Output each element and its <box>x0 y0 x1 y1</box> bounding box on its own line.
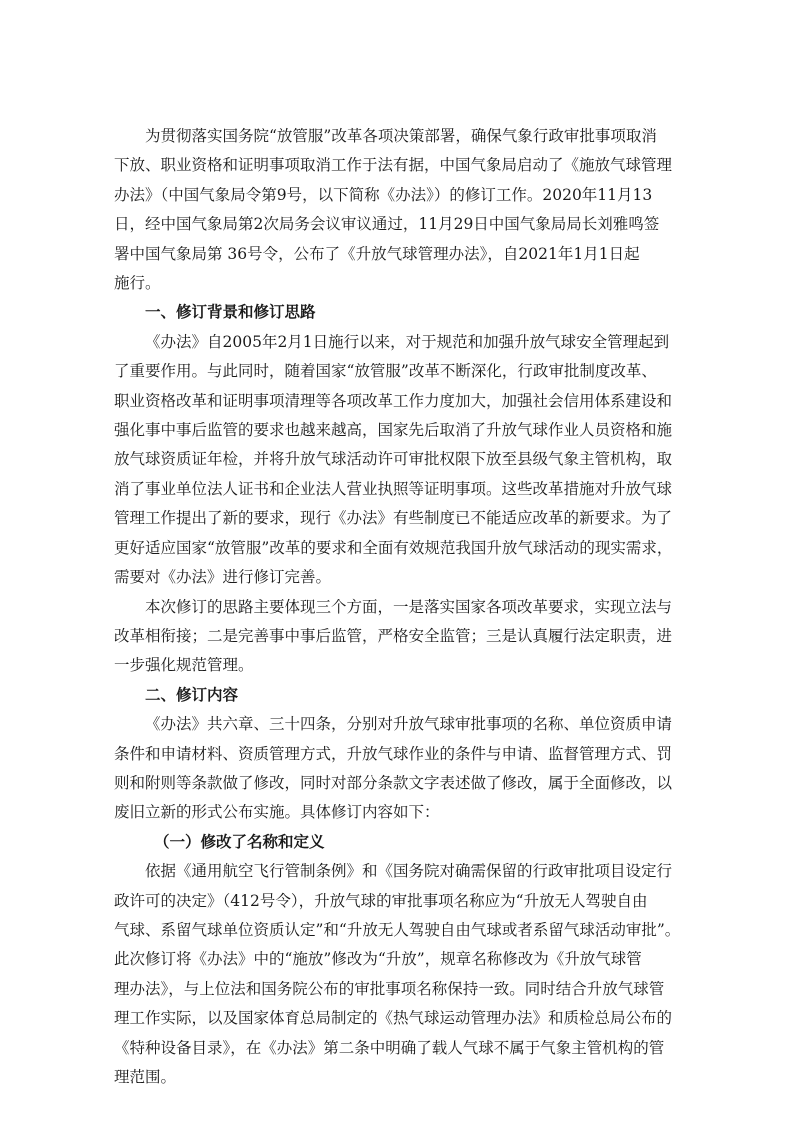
text-line: 《办法》共六章、三十四条，分别对升放气球审批事项的名称、单位资质申请 <box>145 715 673 734</box>
text-line: 放气球资质证年检，并将升放气球活动许可审批权限下放至县级气象主管机构，取 <box>114 450 673 469</box>
text-line: 职业资格改革和证明事项清理等各项改革工作力度加大，加强社会信用体系建设和 <box>114 391 673 410</box>
content-overview-paragraph <box>114 710 686 828</box>
text-line: 气球、系留气球单位资质认定”和“升放无人驾驶自由气球或者系留气球活动审批”。 <box>114 920 681 939</box>
text-line: 管理工作提出了新的要求，现行《办法》有些制度已不能适应改革的新要求。为了 <box>114 509 673 528</box>
text-line: 办法》（中国气象局令第9号，以下简称《办法》）的修订工作。2020年11月13 <box>114 185 653 204</box>
document-body <box>114 122 686 1092</box>
text-line: 本次修订的思路主要体现三个方面，一是落实国家各项改革要求，实现立法与 <box>145 597 673 616</box>
text-line: 署中国气象局第 36号令，公布了《升放气球管理办法》，自2021年1月1日起 <box>114 244 640 263</box>
text-line: 则和附则等条款做了修改，同时对部分条款文字表述做了修改，属于全面修改，以 <box>114 773 673 792</box>
text-line: 为贯彻落实国务院“放管服”改革各项决策部署，确保气象行政审批事项取消 <box>145 127 657 145</box>
text-line: 更好适应国家“放管服”改革的要求和全面有效规范我国升放气球活动的现实需求， <box>114 538 673 557</box>
text-line: 废旧立新的形式公布实施。具体修订内容如下： <box>114 803 440 822</box>
text-line: 理办法》，与上位法和国务院公布的审批事项名称保持一致。同时结合升放气球管 <box>114 979 665 998</box>
subsection-heading-name-definition: （一）修改了名称和定义 <box>154 832 325 851</box>
name-definition-paragraph <box>114 857 686 1092</box>
text-line: 消了事业单位法人证书和企业法人营业执照等证明事项。这些改革措施对升放气球 <box>114 479 673 498</box>
approach-paragraph <box>114 593 686 681</box>
text-line: 政许可的决定》（412号令），升放气球的审批事项名称应为“升放无人驾驶自由 <box>114 891 648 910</box>
text-line: 理工作实际，以及国家体育总局制定的《热气球运动管理办法》和质检总局公布的 <box>114 1009 673 1028</box>
text-line: 此次修订将《办法》中的“施放”修改为“升放”，规章名称修改为《升放气球管 <box>114 950 642 969</box>
section-heading-background: 一、修订背景和修订思路 <box>145 303 316 322</box>
text-line: 需要对《办法》进行修订完善。 <box>114 568 332 587</box>
section-heading-content: 二、修订内容 <box>145 685 239 704</box>
text-line: 改革相衔接；二是完善事中事后监管，严格安全监管；三是认真履行法定职责，进 <box>114 626 673 645</box>
background-paragraph <box>114 328 686 593</box>
text-line: 强化事中事后监管的要求也越来越高，国家先后取消了升放气球作业人员资格和施 <box>114 421 673 440</box>
text-line: 理范围。 <box>114 1068 177 1086</box>
text-line: 《特种设备目录》，在《办法》第二条中明确了载人气球不属于气象主管机构的管 <box>114 1038 665 1057</box>
text-line: 依据《通用航空飞行管制条例》和《国务院对确需保留的行政审批项目设定行 <box>145 862 673 881</box>
text-line: 条件和申请材料、资质管理方式，升放气球作业的条件与申请、监督管理方式、罚 <box>114 744 673 763</box>
text-line: 施行。 <box>114 274 161 293</box>
intro-paragraph <box>114 122 686 298</box>
text-line: 了重要作用。与此同时，随着国家“放管服”改革不断深化，行政审批制度改革、 <box>114 362 657 381</box>
text-line: 《办法》自2005年2月1日施行以来，对于规范和加强升放气球安全管理起到 <box>145 332 670 351</box>
text-line: 一步强化规范管理。 <box>114 656 254 675</box>
text-line: 日，经中国气象局第2次局务会议审议通过，11月29日中国气象局局长刘雅鸣签 <box>114 215 660 234</box>
text-line: 下放、职业资格和证明事项取消工作于法有据，中国气象局启动了《施放气球管理 <box>114 156 673 175</box>
